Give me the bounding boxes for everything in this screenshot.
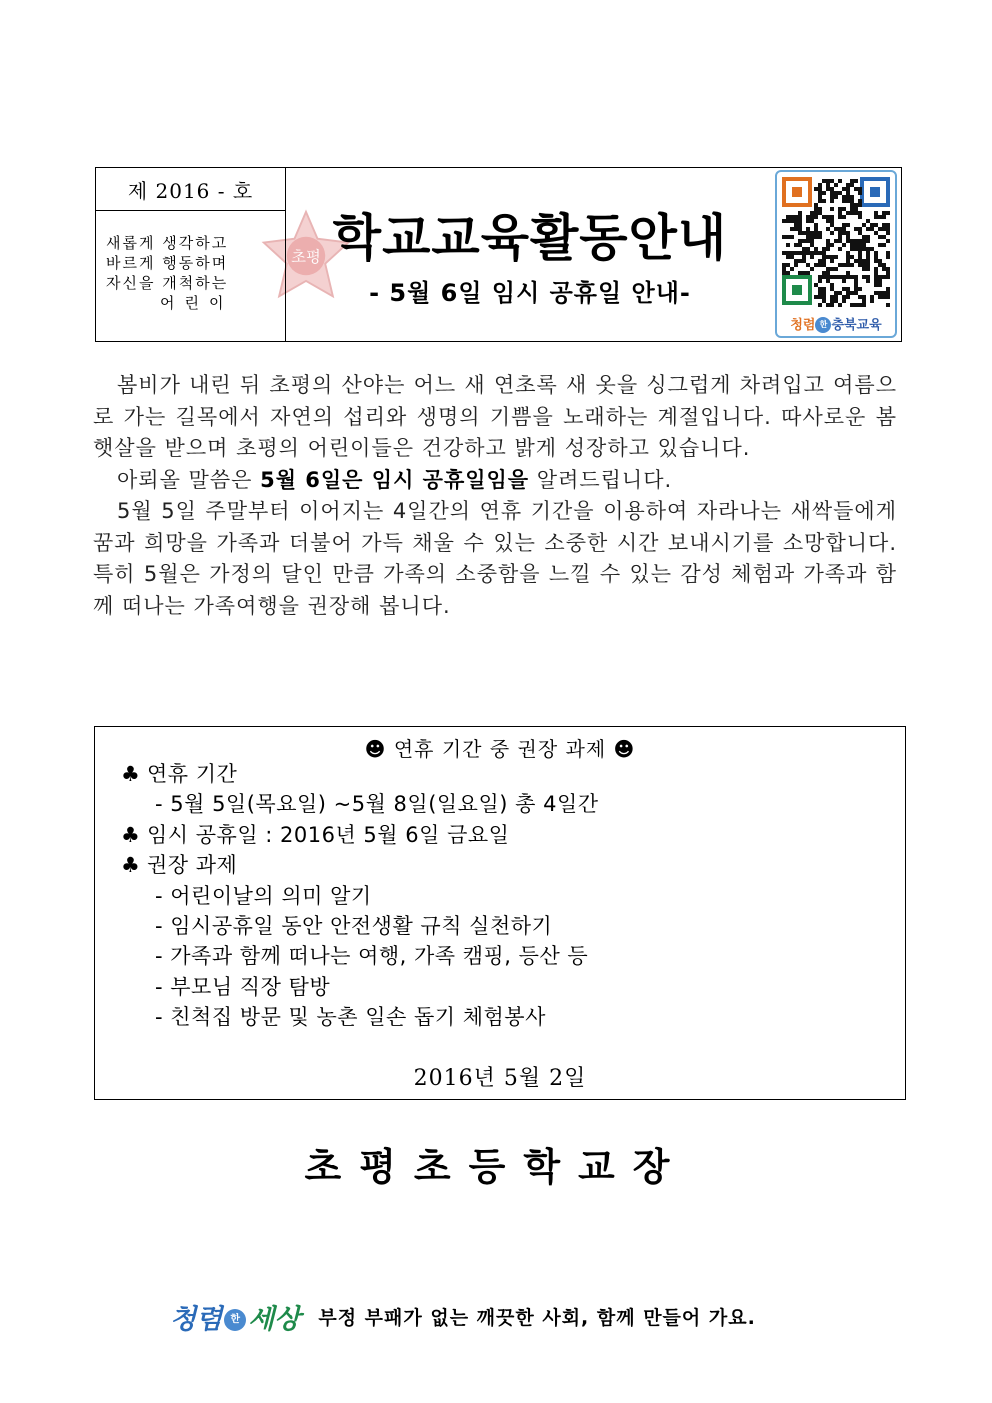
integrity-logo <box>170 1297 300 1336</box>
logo-text-b: 세상 <box>248 1303 301 1335</box>
club-icon: ♣ <box>121 822 141 847</box>
motto-line: 바르게 행동하며 <box>106 254 229 272</box>
club-icon: ♣ <box>121 762 141 786</box>
task-item: - 어린이날의 의미 알기 <box>155 883 372 908</box>
seal-text: 초평 <box>291 247 321 266</box>
list-item: ♣ 권장 과제 <box>121 850 599 880</box>
header-center-cell <box>286 168 774 341</box>
letter-body <box>93 370 897 622</box>
letter-date: 2016년 5월 2일 <box>413 1066 587 1091</box>
header-left-cell <box>96 168 286 341</box>
body-paragraph: 봄비가 내린 뒤 초평의 산야는 어느 새 연초록 새 옷을 싱그럽게 차려입고 여름으로 가는 길목에서 자연의 섭리와 생명의 기쁨을 노래하는 계절입니다. 따사로운 봄 햇살을 받으며 초평의 어린이들은 건강하고 밝게 성장하고 있습니다. <box>93 373 897 460</box>
task-item: - 임시공휴일 동안 안전생활 규칙 실천하기 <box>155 914 553 939</box>
footer-banner <box>170 1296 756 1336</box>
qr-caption <box>777 314 895 334</box>
page-subtitle: - 5월 6일 임시 공휴일 안내- <box>369 279 691 307</box>
list-item: ♣ 임시 공휴일 : 2016년 5월 6일 금요일 <box>121 820 599 850</box>
principal-signature: 초평초등학교장 <box>304 1145 688 1189</box>
qr-caption-b: 충북교육 <box>831 317 882 333</box>
task-item: - 친척집 방문 및 농촌 일손 돕기 체험봉사 <box>155 1005 546 1030</box>
p2-post: 알려드립니다. <box>529 467 673 492</box>
qr-caption-a: 청렴 <box>790 317 816 333</box>
list-item: ♣ 연휴 기간 <box>121 759 599 789</box>
club-icon: ♣ <box>121 853 141 878</box>
task-item: - 가족과 함께 떠나는 여행, 가족 캠핑, 등산 등 <box>155 944 589 969</box>
logo-text-a: 청렴 <box>170 1303 223 1335</box>
motto-line: 어린이 <box>160 294 234 312</box>
p2-pre: 아뢰올 말씀은 <box>117 467 261 492</box>
qr-caption-mid: 한 <box>815 317 831 333</box>
qr-code-icon[interactable] <box>782 177 890 307</box>
logo-mid: 한 <box>224 1309 246 1331</box>
box-list <box>121 759 599 1033</box>
holiday-task-box <box>94 726 906 1100</box>
list-subitem: - 5월 5일(목요일) ~5월 8일(일요일) 총 4일간 <box>155 792 599 817</box>
p2-bold: 5월 6일은 임시 공휴일임을 <box>260 467 530 492</box>
school-motto <box>96 211 285 313</box>
motto-line: 새롭게 생각하고 <box>106 234 229 252</box>
issue-number: 제 2016 - 호 <box>96 168 285 211</box>
footer-slogan: 부정 부패가 없는 깨끗한 사회, 함께 만들어 가요. <box>318 1306 756 1329</box>
body-paragraph: 5월 5일 주말부터 이어지는 4일간의 연휴 기간을 이용하여 자라나는 새싹들에게 꿈과 희망을 가족과 더불어 가득 채울 수 있는 소중한 시간 보내시기를 소망합니다. 특히 5월은 가정의 달인 만큼 가족의 소중함을 느낄 수 있는 감성 체험과 가족과 함께 떠나는 가족여행을 권장해 봅니다. <box>93 499 897 618</box>
box-title: ☻ 연휴 기간 중 권장 과제 ☻ <box>364 737 636 761</box>
task-item: - 부모님 직장 탐방 <box>155 974 331 999</box>
header-table <box>95 167 902 342</box>
qr-code-panel[interactable] <box>775 170 897 338</box>
motto-line: 자신을 개척하는 <box>106 274 229 292</box>
page-title: 학교교육활동안내 <box>332 209 728 267</box>
body-paragraph <box>93 465 897 497</box>
